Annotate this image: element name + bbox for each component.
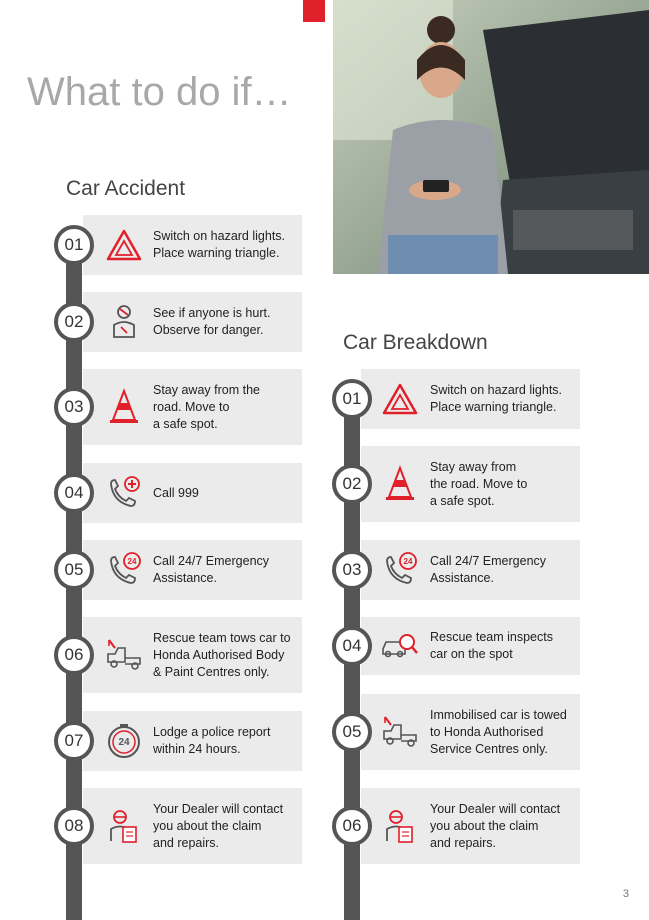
step-card (361, 788, 580, 864)
step-text: Your Dealer will contact you about the claim and repairs. (430, 801, 561, 850)
emergency-phone-icon (105, 474, 143, 512)
step-text: Stay away from the road. Move to a safe spot. (430, 459, 528, 508)
tow-truck-icon (381, 713, 419, 751)
step-text: Immobilised car is towed to Honda Authorised Service Centres only. (430, 707, 567, 756)
traffic-cone-icon (105, 388, 143, 426)
step-number: 03 (332, 550, 372, 590)
step-text: Switch on hazard lights. Place warning triangle. (430, 383, 563, 414)
step-number: 04 (332, 626, 372, 666)
step-text: Your Dealer will contact you about the claim and repairs. (153, 801, 284, 850)
step-number: 02 (332, 464, 372, 504)
step-card (83, 292, 302, 352)
step-card (83, 463, 302, 523)
step-number: 06 (332, 806, 372, 846)
step-card (361, 446, 580, 522)
tow-truck-icon (105, 636, 143, 674)
step-number: 02 (54, 302, 94, 342)
step-number: 05 (332, 712, 372, 752)
accident-section-title: Car Accident (66, 177, 186, 200)
phone-24-icon (381, 551, 419, 589)
step-card (361, 540, 580, 600)
traffic-cone-icon (381, 465, 419, 503)
step-number: 03 (54, 387, 94, 427)
step-card (83, 215, 302, 275)
step-text: Switch on hazard lights. Place warning triangle. (153, 229, 286, 260)
dealer-document-icon (381, 807, 419, 845)
step-text: Call 24/7 Emergency Assistance. (153, 554, 270, 585)
page-number: 3 (622, 888, 629, 900)
step-card (83, 788, 302, 864)
injured-person-icon (105, 303, 143, 341)
hero-photo (333, 0, 649, 274)
24-hours-clock-icon (105, 722, 143, 760)
step-text: Rescue team inspects car on the spot (430, 630, 553, 661)
step-number: 07 (54, 721, 94, 761)
step-text: Rescue team tows car to Honda Authorised Body & Paint Centres only. (153, 630, 291, 679)
step-card (83, 711, 302, 771)
step-number: 01 (332, 379, 372, 419)
step-card (361, 369, 580, 429)
step-number: 06 (54, 635, 94, 675)
step-number: 08 (54, 806, 94, 846)
step-number: 05 (54, 550, 94, 590)
warning-triangle-icon (105, 226, 143, 264)
step-card (83, 369, 302, 445)
step-text: See if anyone is hurt. Observe for danger. (153, 306, 271, 337)
car-inspect-icon (381, 627, 419, 665)
step-text: Call 24/7 Emergency Assistance. (430, 554, 547, 585)
red-accent-block (303, 0, 325, 22)
step-card (83, 617, 302, 693)
step-card (361, 617, 580, 675)
svg-text:24: 24 (118, 737, 130, 748)
step-card (83, 540, 302, 600)
step-card (361, 694, 580, 770)
step-text: Call 999 (153, 485, 199, 500)
page-title: What to do if… (27, 70, 292, 114)
step-text: Stay away from the road. Move to a safe spot. (153, 382, 260, 431)
breakdown-section-title: Car Breakdown (343, 331, 488, 354)
step-number: 01 (54, 225, 94, 265)
svg-text:24: 24 (127, 557, 137, 566)
svg-text:24: 24 (403, 557, 413, 566)
dealer-document-icon (105, 807, 143, 845)
step-number: 04 (54, 473, 94, 513)
step-text: Lodge a police report within 24 hours. (153, 725, 271, 756)
warning-triangle-icon (381, 380, 419, 418)
phone-24-icon (105, 551, 143, 589)
